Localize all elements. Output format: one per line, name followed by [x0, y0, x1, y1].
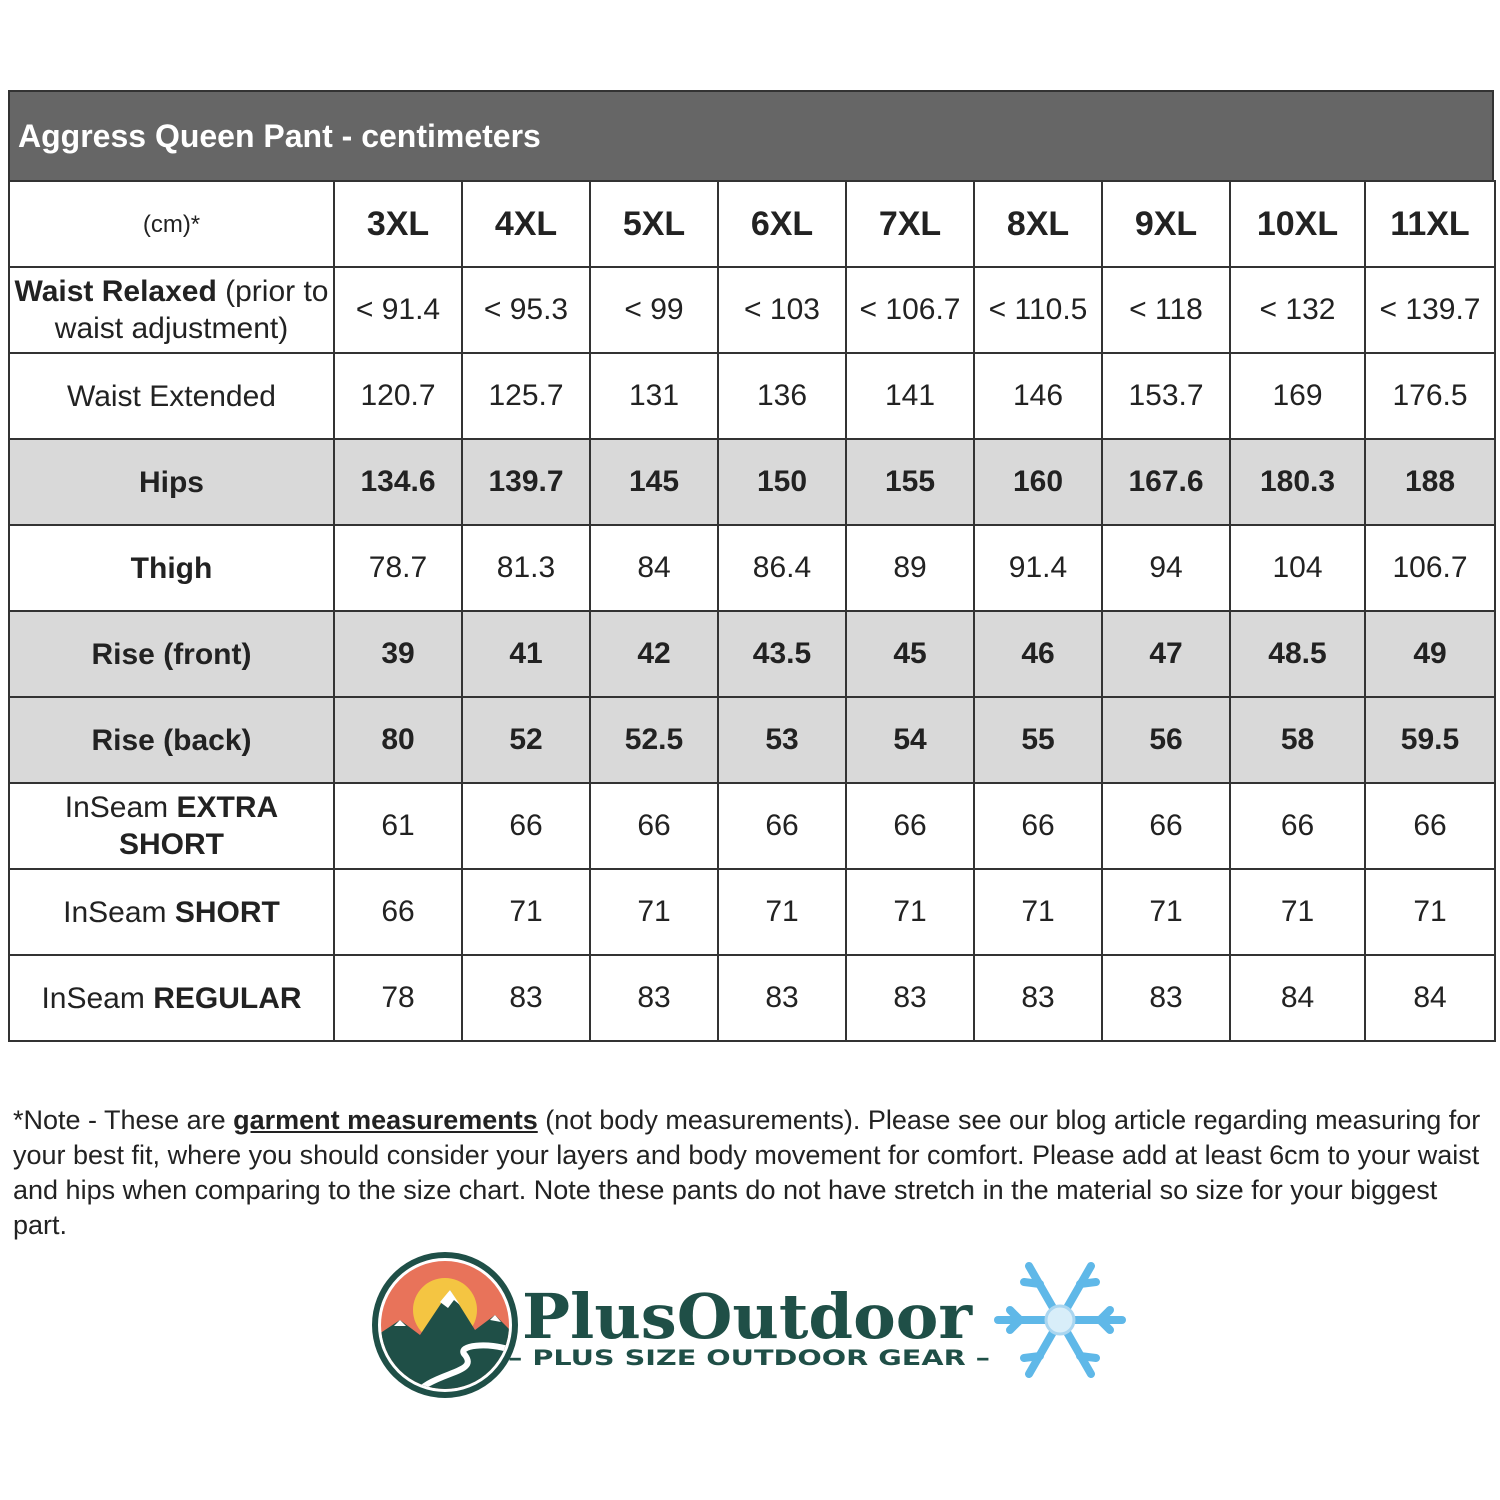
- size-header: 8XL: [974, 181, 1102, 267]
- row-label-bold: Waist Relaxed: [14, 275, 217, 308]
- table-cell: 134.6: [334, 439, 462, 525]
- row-label-text: InSeam: [41, 981, 154, 1015]
- size-header: 3XL: [334, 181, 462, 267]
- row-label: [9, 697, 334, 783]
- brand-name: PlusOutdoor: [522, 1280, 974, 1353]
- row-label: [9, 611, 334, 697]
- table-cell: 66: [334, 869, 462, 955]
- table-cell: < 103: [718, 267, 846, 353]
- size-chart: [8, 90, 1494, 1042]
- table-cell: < 118: [1102, 267, 1230, 353]
- size-table: [8, 180, 1496, 1042]
- table-cell: 46: [974, 611, 1102, 697]
- table-cell: 141: [846, 353, 974, 439]
- table-cell: 106.7: [1365, 525, 1495, 611]
- table-row: [9, 783, 1495, 869]
- note-suffix: (not body measurements). Please see our blog article regarding measuring for your best fit, where you should consider your layers and body movement for comfort. Please add at least 6cm to your waist and hips when comparing to the size chart. Note these pants do not have stretch in the material so size for your biggest part.: [13, 1105, 1481, 1240]
- row-label: [9, 955, 334, 1041]
- table-cell: 48.5: [1230, 611, 1365, 697]
- table-cell: < 106.7: [846, 267, 974, 353]
- table-cell: < 95.3: [462, 267, 590, 353]
- row-label: [9, 525, 334, 611]
- table-cell: 58: [1230, 697, 1365, 783]
- row-label-bold: Thigh: [130, 551, 213, 585]
- table-cell: 120.7: [334, 353, 462, 439]
- table-cell: 125.7: [462, 353, 590, 439]
- row-label: [9, 783, 334, 869]
- measurement-note: [13, 1103, 1495, 1243]
- row-label-text: (prior to waist adjustment): [54, 275, 329, 345]
- table-cell: 52: [462, 697, 590, 783]
- row-label-text: InSeam: [63, 895, 175, 929]
- table-cell: 84: [1365, 955, 1495, 1041]
- snowflake-icon: [998, 1266, 1122, 1374]
- table-cell: 66: [590, 783, 718, 869]
- table-cell: 136: [718, 353, 846, 439]
- table-cell: 47: [1102, 611, 1230, 697]
- table-cell: 150: [718, 439, 846, 525]
- table-cell: 66: [1230, 783, 1365, 869]
- table-cell: 66: [846, 783, 974, 869]
- table-cell: 66: [718, 783, 846, 869]
- table-cell: 139.7: [462, 439, 590, 525]
- table-cell: 45: [846, 611, 974, 697]
- table-cell: 66: [1365, 783, 1495, 869]
- table-row: [9, 267, 1495, 353]
- table-cell: 39: [334, 611, 462, 697]
- table-cell: 188: [1365, 439, 1495, 525]
- table-cell: 71: [1102, 869, 1230, 955]
- table-cell: 55: [974, 697, 1102, 783]
- header-row: [9, 181, 1495, 267]
- note-emphasis-link[interactable]: garment measurements: [233, 1105, 538, 1135]
- table-cell: 43.5: [718, 611, 846, 697]
- table-cell: 131: [590, 353, 718, 439]
- table-cell: 145: [590, 439, 718, 525]
- size-header: 11XL: [1365, 181, 1495, 267]
- table-cell: < 99: [590, 267, 718, 353]
- chart-title-bar: [8, 90, 1494, 180]
- table-cell: 167.6: [1102, 439, 1230, 525]
- table-cell: 94: [1102, 525, 1230, 611]
- size-header: 6XL: [718, 181, 846, 267]
- table-row: [9, 525, 1495, 611]
- row-label: [9, 353, 334, 439]
- row-label-text: Waist Extended: [67, 379, 276, 413]
- table-cell: 54: [846, 697, 974, 783]
- table-cell: 71: [590, 869, 718, 955]
- table-row: [9, 955, 1495, 1041]
- table-cell: < 139.7: [1365, 267, 1495, 353]
- row-label-bold: EXTRA SHORT: [119, 791, 279, 861]
- table-cell: 180.3: [1230, 439, 1365, 525]
- table-cell: < 91.4: [334, 267, 462, 353]
- table-cell: 84: [590, 525, 718, 611]
- brand-tagline: – PLUS SIZE OUTDOOR GEAR –: [508, 1346, 990, 1370]
- table-cell: 49: [1365, 611, 1495, 697]
- table-cell: 53: [718, 697, 846, 783]
- table-cell: 66: [462, 783, 590, 869]
- table-cell: 71: [462, 869, 590, 955]
- table-cell: 80: [334, 697, 462, 783]
- size-header: 9XL: [1102, 181, 1230, 267]
- table-row: [9, 611, 1495, 697]
- row-label-bold: Hips: [138, 465, 204, 499]
- size-header: 5XL: [590, 181, 718, 267]
- table-cell: < 110.5: [974, 267, 1102, 353]
- table-cell: 42: [590, 611, 718, 697]
- table-cell: 153.7: [1102, 353, 1230, 439]
- row-label-bold: Rise (front): [91, 637, 252, 671]
- table-cell: 41: [462, 611, 590, 697]
- table-cell: 71: [1365, 869, 1495, 955]
- size-header: 7XL: [846, 181, 974, 267]
- row-label-bold: SHORT: [174, 895, 280, 929]
- table-row: [9, 869, 1495, 955]
- unit-label: (cm)*: [9, 181, 334, 267]
- row-label: [9, 267, 334, 353]
- table-cell: 89: [846, 525, 974, 611]
- table-cell: 78.7: [334, 525, 462, 611]
- table-cell: 66: [974, 783, 1102, 869]
- table-cell: 146: [974, 353, 1102, 439]
- table-cell: 83: [462, 955, 590, 1041]
- table-cell: 59.5: [1365, 697, 1495, 783]
- table-cell: 61: [334, 783, 462, 869]
- table-cell: 83: [590, 955, 718, 1041]
- table-cell: 71: [846, 869, 974, 955]
- table-cell: 155: [846, 439, 974, 525]
- table-cell: 83: [846, 955, 974, 1041]
- table-cell: 71: [1230, 869, 1365, 955]
- table-cell: 83: [974, 955, 1102, 1041]
- table-cell: 66: [1102, 783, 1230, 869]
- table-cell: 84: [1230, 955, 1365, 1041]
- table-row: [9, 697, 1495, 783]
- table-cell: 104: [1230, 525, 1365, 611]
- table-cell: 71: [718, 869, 846, 955]
- row-label-text: InSeam: [64, 791, 177, 824]
- table-cell: 81.3: [462, 525, 590, 611]
- table-cell: 71: [974, 869, 1102, 955]
- row-label: [9, 439, 334, 525]
- table-cell: 78: [334, 955, 462, 1041]
- size-header: 4XL: [462, 181, 590, 267]
- table-cell: 169: [1230, 353, 1365, 439]
- brand-logo: [370, 1250, 1140, 1400]
- table-cell: 83: [718, 955, 846, 1041]
- table-row: [9, 439, 1495, 525]
- table-cell: 91.4: [974, 525, 1102, 611]
- table-cell: 176.5: [1365, 353, 1495, 439]
- mountain-sunset-icon: [370, 1250, 520, 1400]
- table-cell: 56: [1102, 697, 1230, 783]
- chart-title: Aggress Queen Pant - centimeters: [18, 117, 541, 154]
- row-label: [9, 869, 334, 955]
- size-header: 10XL: [1230, 181, 1365, 267]
- table-row: [9, 353, 1495, 439]
- table-cell: 86.4: [718, 525, 846, 611]
- note-prefix: *Note - These are: [13, 1105, 234, 1135]
- table-cell: 160: [974, 439, 1102, 525]
- table-cell: 52.5: [590, 697, 718, 783]
- table-cell: 83: [1102, 955, 1230, 1041]
- row-label-bold: Rise (back): [91, 723, 252, 757]
- row-label-bold: REGULAR: [153, 981, 302, 1015]
- table-cell: < 132: [1230, 267, 1365, 353]
